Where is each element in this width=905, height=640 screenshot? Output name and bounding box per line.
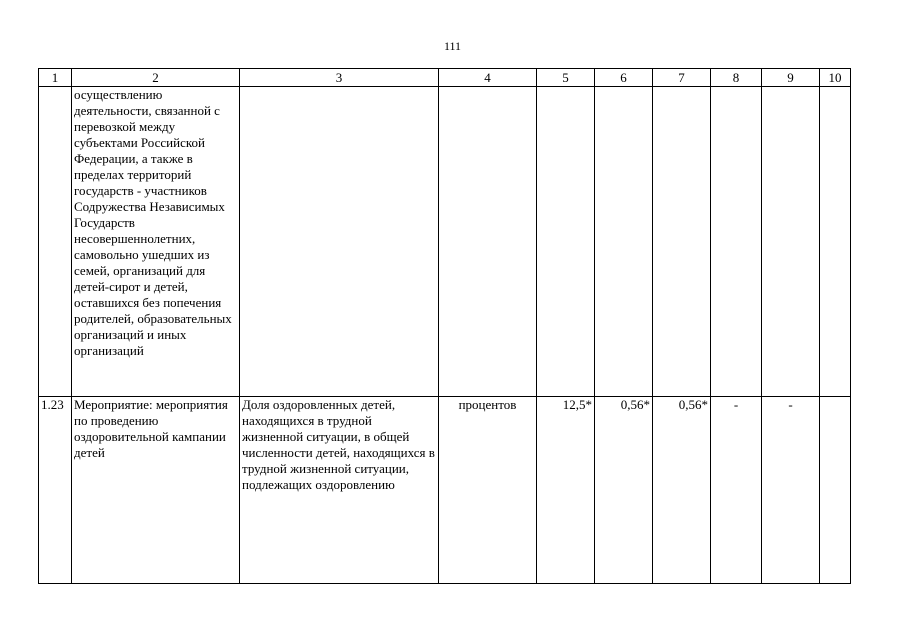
page-number: 111: [443, 39, 462, 53]
data-table: [38, 68, 851, 584]
column-header-7: 7: [653, 69, 711, 87]
value-cell-8: -: [711, 397, 762, 584]
column-header-9: 9: [762, 69, 820, 87]
unit-cell: процентов: [439, 397, 537, 584]
header-row: [39, 69, 851, 87]
value-cell-10: [820, 87, 851, 397]
row-number-cell: 1.23: [39, 397, 72, 584]
value-cell-6: [595, 87, 653, 397]
table-row: [39, 87, 851, 397]
value-cell-7: 0,56*: [653, 397, 711, 584]
value-cell-9: -: [762, 397, 820, 584]
column-header-3: 3: [240, 69, 439, 87]
row-number-cell: [39, 87, 72, 397]
value-cell-6: 0,56*: [595, 397, 653, 584]
column-header-6: 6: [595, 69, 653, 87]
value-cell-7: [653, 87, 711, 397]
value-cell-8: [711, 87, 762, 397]
table-row: [39, 397, 851, 584]
value-cell-9: [762, 87, 820, 397]
column-header-1: 1: [39, 69, 72, 87]
activity-name-cell: осуществлению деятельности, связанной с перевозкой между субъектами Российской Федерации, а также в пределах территорий государств - участников Содружества Независимых Государств несовершеннолетних, самовольно ушедших из семей, организаций для детей-сирот и детей, оставшихся без попечения родителей, образовательных организаций и иных организаций: [72, 87, 240, 397]
indicator-cell: Доля оздоровленных детей, находящихся в трудной жизненной ситуации, в общей численности детей, находящихся в трудной жизненной ситуации, подлежащих оздоровлению: [240, 397, 439, 584]
value-cell-5: 12,5*: [537, 397, 595, 584]
column-header-5: 5: [537, 69, 595, 87]
indicator-cell: [240, 87, 439, 397]
table-header: [39, 69, 851, 87]
column-header-2: 2: [72, 69, 240, 87]
unit-cell: [439, 87, 537, 397]
column-header-8: 8: [711, 69, 762, 87]
activity-name-cell: Мероприятие: мероприятия по проведению оздоровительной кампании детей: [72, 397, 240, 584]
column-header-4: 4: [439, 69, 537, 87]
value-cell-5: [537, 87, 595, 397]
value-cell-10: [820, 397, 851, 584]
column-header-10: 10: [820, 69, 851, 87]
